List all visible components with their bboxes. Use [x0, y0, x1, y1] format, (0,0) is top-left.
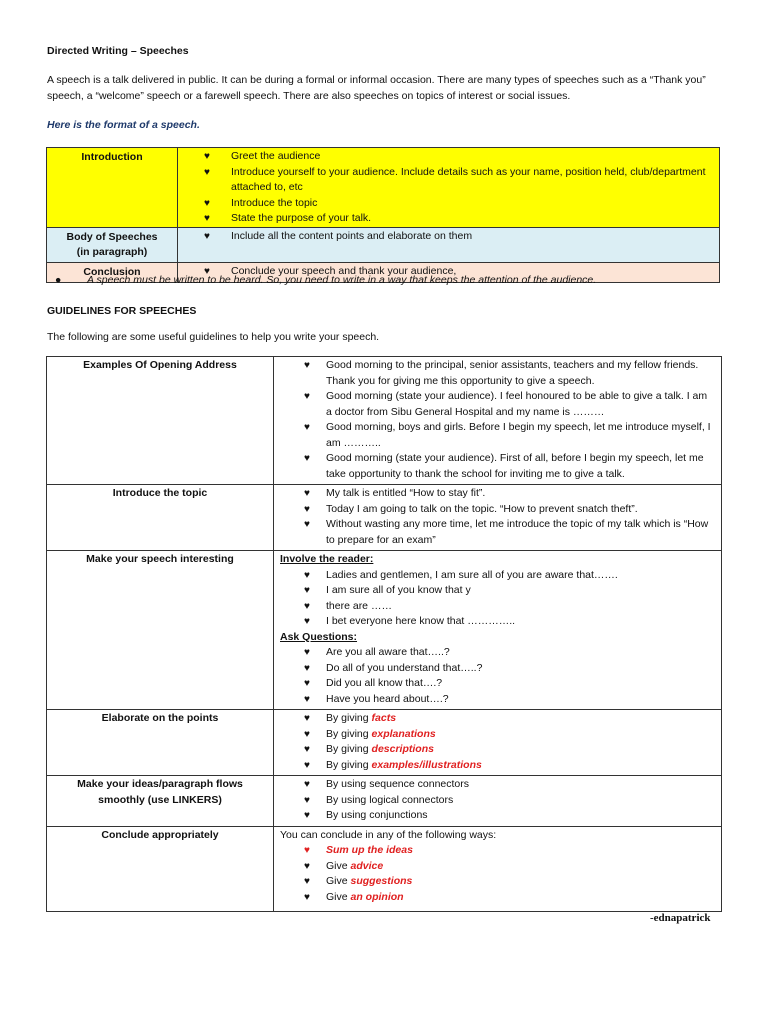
page-title: Directed Writing – Speeches [47, 45, 189, 57]
list-item: ♥ there are …… [280, 599, 715, 615]
heart-icon: ♥ [204, 151, 210, 162]
heart-icon: ♥ [304, 488, 310, 499]
list-item: ♥ Do all of you understand that…..? [280, 661, 715, 677]
speech-note: ● A speech must be written to be heard. So, you need to write in a way that keeps the attention of the audience. [55, 274, 597, 286]
format-table [46, 147, 720, 283]
heart-icon: ♥ [304, 779, 310, 790]
involve-heading: Involve the reader: [280, 553, 374, 565]
format-label-introduction: Introduction [47, 148, 178, 228]
list-item: ♥ Sum up the ideas [280, 843, 715, 859]
ask-questions-heading: Ask Questions: [280, 630, 358, 643]
guideline-row-opening [47, 357, 722, 485]
format-row-introduction [47, 148, 720, 228]
heart-icon: ♥ [304, 759, 310, 771]
list-item: ♥ Ladies and gentlemen, I am sure all of you are aware that……. [280, 568, 715, 584]
list-item: ♥ By using logical connectors [280, 793, 715, 809]
heart-icon: ♥ [304, 647, 310, 658]
list-item: ♥ By giving examples/illustrations [280, 758, 715, 774]
list-item: ♥ By giving explanations [280, 727, 715, 743]
guideline-row-topic [47, 485, 722, 551]
list-item: ♥ By giving descriptions [280, 742, 715, 758]
intro-paragraph: A speech is a talk delivered in public. It can be during a formal or informal occasion. There are many types of speeches such as a “Thank you” speech, a “welcome” speech or a farewell speech. There are also speeches on topics of interest or social issues. [47, 74, 706, 102]
list-item: ♥ Good morning (state your audience). First of all, before I begin my speech, let me take opportunity to thank the school for inviting me to give a talk. [304, 452, 704, 480]
list-item: ♥ Conclude your speech and thank your audience, [202, 264, 715, 280]
list-item: ♥ Introduce the topic [202, 196, 715, 212]
format-row-body [47, 227, 720, 262]
list-item: ♥ Introduce yourself to your audience. Include details such as your name, position held, club/department attached to, etc [204, 165, 706, 193]
heart-icon: ♥ [204, 197, 210, 209]
guideline-label-conclude: Conclude appropriately [47, 826, 274, 912]
list-item: ♥ Greet the audience [202, 149, 715, 165]
introduction-points [202, 149, 715, 227]
heart-icon: ♥ [304, 744, 310, 755]
list-item: ♥ Include all the content points and elaborate on them [202, 229, 715, 245]
list-item: ♥ I am sure all of you know that y [280, 583, 715, 599]
guideline-row-flow [47, 776, 722, 827]
list-item: ♥ By using sequence connectors [280, 777, 715, 793]
heart-icon: ♥ [204, 265, 210, 277]
list-item: ♥ My talk is entitled “How to stay fit”. [280, 486, 715, 502]
list-item: ♥ Are you all aware that…..? [280, 645, 715, 661]
guidelines-intro: The following are some useful guidelines to help you write your speech. [47, 331, 380, 343]
list-item: ♥ Have you heard about….? [280, 692, 715, 708]
heart-icon: ♥ [304, 794, 310, 806]
heart-icon: ♥ [304, 616, 310, 627]
guideline-row-elaborate [47, 710, 722, 776]
guideline-label-flow: Make your ideas/paragraph flows smoothly (use LINKERS) [47, 776, 274, 827]
list-item: ♥ Good morning, boys and girls. Before I begin my speech, let me introduce myself, I am ……….. [304, 421, 711, 449]
heart-icon: ♥ [304, 876, 310, 887]
heart-icon: ♥ [204, 230, 210, 242]
heart-icon: ♥ [304, 453, 310, 464]
list-item: ♥ I bet everyone here know that ………….. [280, 614, 715, 630]
heart-icon: ♥ [304, 585, 310, 596]
bullet-dot-icon: ● [55, 274, 62, 286]
format-label-conclusion: Conclusion [47, 262, 178, 282]
guideline-label-opening: Examples Of Opening Address [47, 357, 274, 485]
author-signature: -ednapatrick [650, 912, 711, 924]
heart-icon: ♥ [304, 693, 310, 705]
list-item: ♥ By using conjunctions [280, 808, 715, 824]
heart-icon: ♥ [304, 713, 310, 724]
conclude-lead: You can conclude in any of the following ways: [280, 828, 497, 841]
list-item: ♥ State the purpose of your talk. [202, 211, 715, 227]
list-item: ♥ Without wasting any more time, let me introduce the topic of my talk which is “How to prepare for an exam” [304, 518, 709, 546]
format-heading: Here is the format of a speech. [47, 119, 200, 131]
heart-icon: ♥ [304, 569, 310, 581]
heart-icon: ♥ [304, 391, 310, 402]
list-item: ♥ Good morning to the principal, senior assistants, teachers and my fellow friends. Thank you for giving me this opportunity to give a speech. [304, 359, 699, 387]
format-label-body: Body of Speeches (in paragraph) [47, 227, 178, 262]
heart-icon: ♥ [304, 891, 310, 903]
guidelines-title: GUIDELINES FOR SPEECHES [47, 305, 197, 317]
heart-icon: ♥ [304, 860, 310, 872]
guideline-row-interesting [47, 551, 722, 710]
heart-icon: ♥ [304, 845, 310, 856]
heart-icon: ♥ [304, 519, 310, 530]
heart-icon: ♥ [304, 728, 310, 740]
list-item: ♥ Give suggestions [280, 874, 715, 890]
heart-icon: ♥ [304, 360, 310, 371]
list-item: ♥ By giving facts [280, 711, 715, 727]
list-item: ♥ Good morning (state your audience). I feel honoured to be able to give a talk. I am a doctor from Sibu General Hospital and my name is ……… [304, 390, 708, 418]
heart-icon: ♥ [304, 662, 310, 674]
heart-icon: ♥ [204, 166, 210, 178]
heart-icon: ♥ [304, 422, 310, 433]
heart-icon: ♥ [304, 678, 310, 689]
list-item: ♥ Give an opinion [280, 890, 715, 906]
list-item: ♥ Give advice [280, 859, 715, 875]
heart-icon: ♥ [304, 600, 310, 612]
list-item: ♥ Did you all know that….? [280, 676, 715, 692]
guidelines-table [46, 356, 722, 912]
guideline-label-interesting: Make your speech interesting [47, 551, 274, 710]
heart-icon: ♥ [204, 213, 210, 224]
heart-icon: ♥ [304, 810, 310, 821]
guideline-label-topic: Introduce the topic [47, 485, 274, 551]
list-item: ♥ Today I am going to talk on the topic. “How to prevent snatch theft”. [280, 502, 715, 518]
guideline-row-conclude [47, 826, 722, 912]
heart-icon: ♥ [304, 503, 310, 515]
guideline-label-elaborate: Elaborate on the points [47, 710, 274, 776]
